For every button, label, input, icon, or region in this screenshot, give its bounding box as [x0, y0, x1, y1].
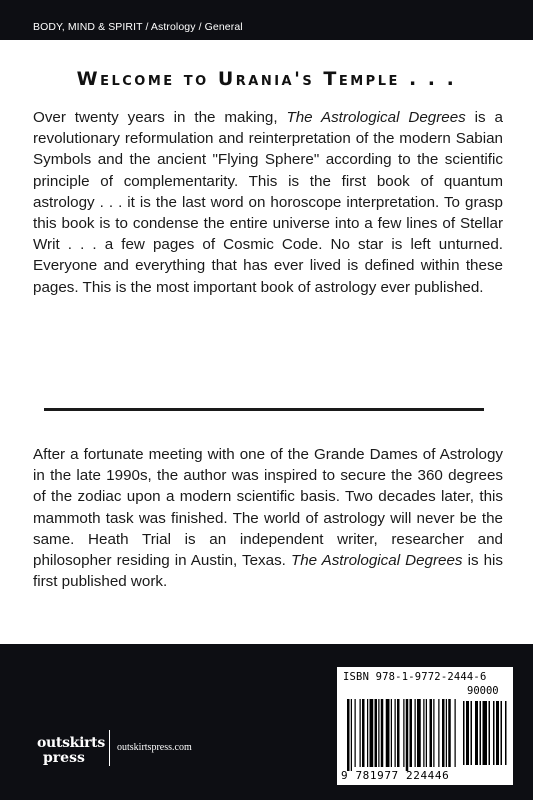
- barcode-digits: 9 781977 224446: [341, 769, 450, 782]
- publisher-url: outskirtspress.com: [117, 742, 192, 753]
- publisher-logo-line1: outskirts: [37, 735, 105, 751]
- heading: Welcome to Urania's Temple . . .: [76, 68, 457, 90]
- author-bio-tail: is his first published work.: [33, 552, 503, 591]
- isbn-barcode: [337, 667, 513, 785]
- description-paragraph: [33, 107, 503, 298]
- publisher-logo: [37, 736, 103, 766]
- description-intro: Over twenty years in the making,: [33, 109, 287, 126]
- isbn-label: ISBN 978-1-9772-2444-6: [343, 671, 487, 683]
- description-body: is a revolutionary reformulation and reinterpretation of the modern Sabian Symbols and the ancient "Flying Sphere" according to the scientific principle of complementarity. This is the first book of quantum astrology . . . it is the last word on horoscope interpretation. To grasp this book is to condense the entire universe into a few lines of Stellar Writ . . . a few pages of Cosmic Code. No star is left unturned. Everyone and everything that has ever lived is defined within these pages. This is the most important book of astrology ever published.: [33, 109, 503, 296]
- price-code: 90000: [467, 685, 499, 697]
- description-book-title: The Astrological Degrees: [286, 109, 466, 126]
- barcode-bars: [337, 667, 513, 785]
- category-label: BODY, MIND & SPIRIT / Astrology / General: [33, 21, 243, 33]
- author-bio-paragraph: [33, 444, 503, 592]
- author-bio-book-title: The Astrological Degrees: [290, 552, 463, 570]
- logo-separator: [109, 730, 110, 766]
- author-bio-text: After a fortunate meeting with one of the Grande Dames of Astrology in the late 1990s, the author was inspired to secure the 360 degrees of the zodiac upon a modern scientific basis. Two decades later, this mammoth task was finished. The world of astrology will never be the same. Heath Trial is an independent writer, researcher and philosopher residing in Austin, Texas.: [33, 446, 503, 570]
- top-band: [0, 0, 533, 40]
- divider-rule: [44, 408, 484, 411]
- publisher-logo-line2: press: [43, 750, 85, 766]
